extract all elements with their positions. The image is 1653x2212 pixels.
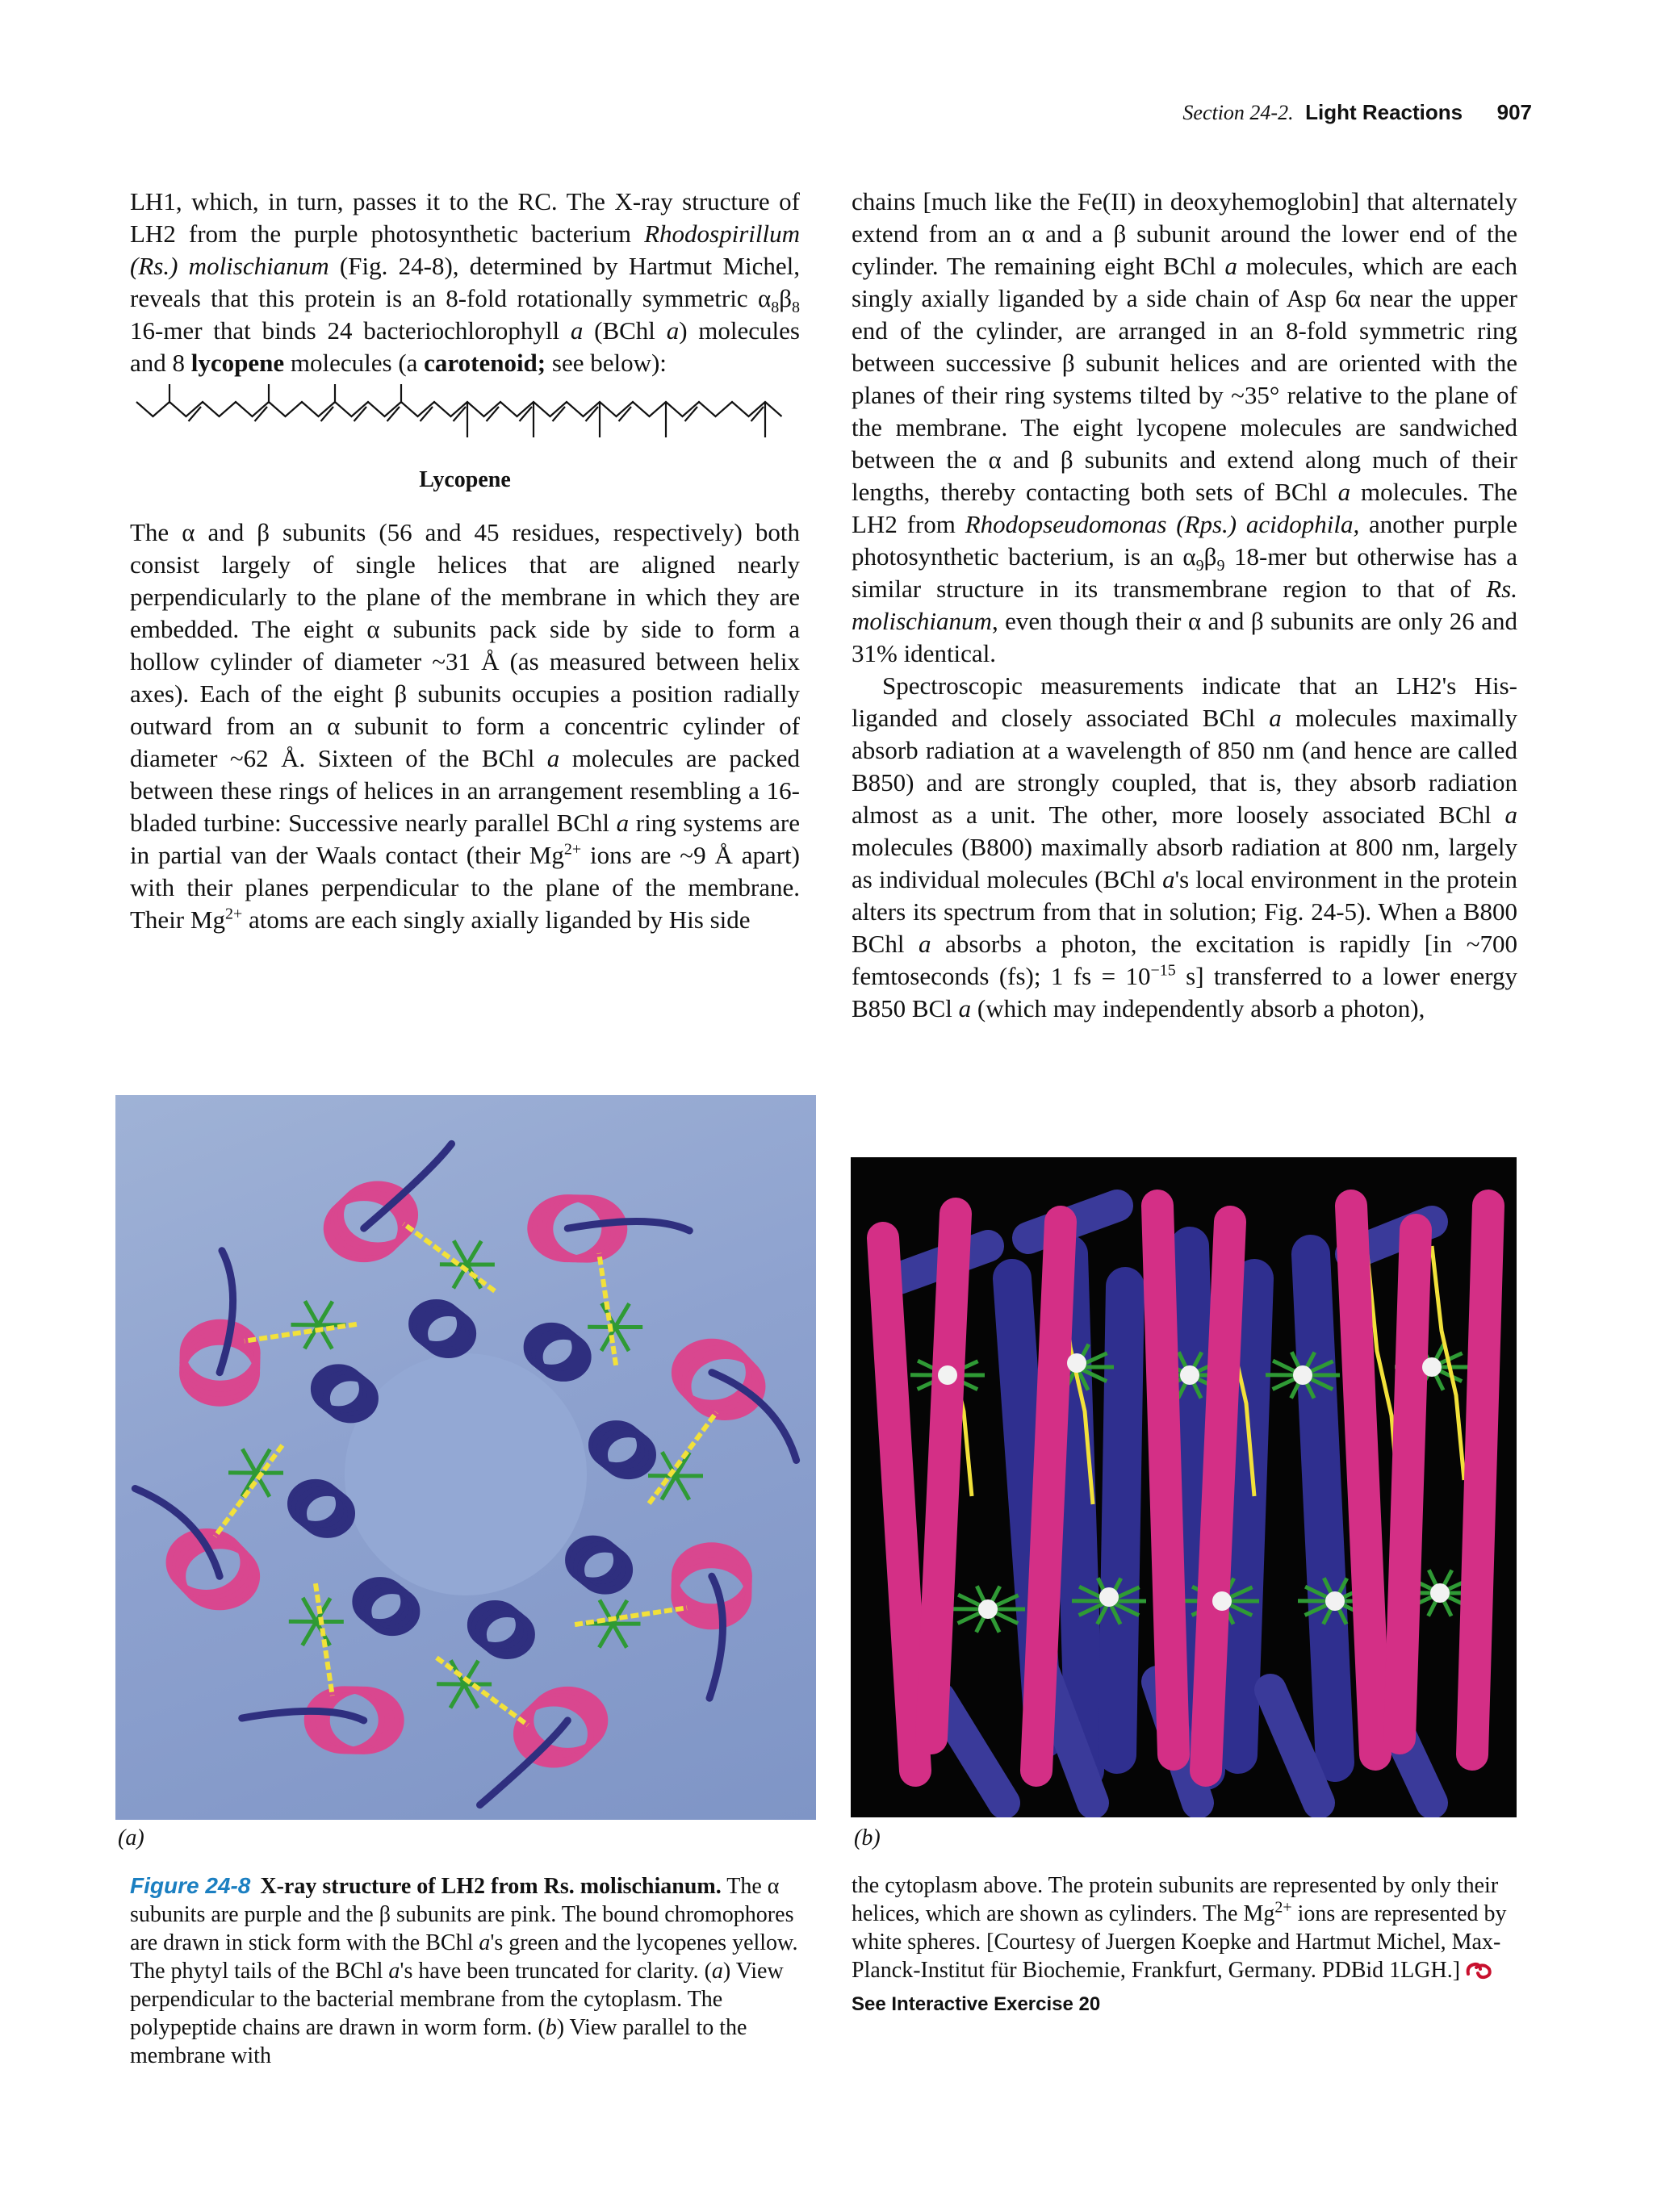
beta-helix-cylinder: [1472, 1206, 1488, 1754]
text-run: see below):: [546, 349, 667, 377]
lh2-top-view-image: [115, 1095, 816, 1820]
left-paragraph-2: [130, 516, 800, 936]
figure-caption-left: [130, 1871, 800, 2070]
beta-helix-cylinder: [931, 1214, 956, 1738]
text-run: b: [545, 2015, 557, 2040]
text-run: a: [919, 930, 931, 958]
text-run: a: [1337, 478, 1351, 506]
text-run: the cytoplasm above. The protein subunits are represented by only their helices, which are shown as cylinders. The Mg: [852, 1873, 1499, 1926]
text-run: a: [1269, 704, 1282, 732]
text-run: molecules (a: [284, 349, 425, 377]
bchl-stick: [676, 1476, 689, 1499]
bchl-stick: [305, 1301, 319, 1325]
see-interactive-link[interactable]: See Interactive Exercise 20: [852, 1993, 1101, 2015]
running-header: [1182, 100, 1532, 125]
text-run: , even though their α and β subunits are only 26 and 31% identical.: [852, 607, 1517, 667]
figure-title: X-ray structure of LH2 from Rs. molischianum.: [260, 1874, 722, 1899]
polypeptide-worm: [709, 1576, 722, 1698]
text-run: LH1, which, in turn, passes it to the RC. The X-ray structure of LH2 from the purple photosynthetic bacterium: [130, 187, 800, 248]
text-run: (BChl: [583, 316, 667, 345]
figure-number: Figure 24-8: [130, 1873, 251, 1898]
text-run: ) View parallel to the membrane with: [130, 2015, 747, 2068]
text-run: molecules (B800) maximally absorb radiation at 800 nm, largely as individual molecules (BChl: [852, 833, 1517, 893]
text-run: −15: [1150, 961, 1176, 980]
text-run: another purple photosynthetic bacterium, is an α: [852, 510, 1517, 571]
text-run: 2+: [224, 905, 243, 923]
right-column: [852, 186, 1517, 1025]
mg-ion-sphere: [1067, 1353, 1086, 1373]
text-run: 2+: [563, 840, 582, 859]
lycopene-stick: [404, 1223, 495, 1290]
text-run: molecules maximally absorb radiation at a wavelength of 850 nm (and hence are called B850) and are strongly coupled, that is, they absorb radiation almost as a unit. The other, more loosely associated BChl: [852, 704, 1517, 829]
text-run: molecules. The LH2 from: [852, 478, 1517, 538]
text-run: 9: [1195, 557, 1204, 575]
text-run: chains [much like the Fe(II) in deoxyhemoglobin] that alternately extend from an α and a β subunit around the lower end of the cylinder. The remaining eight BChl: [852, 187, 1517, 280]
text-run: a: [711, 1959, 723, 1984]
bchl-stick: [450, 1684, 464, 1708]
text-run: a: [570, 316, 584, 345]
bchl-stick: [467, 1241, 481, 1265]
text-run: ring systems are in partial van der Waals contact (their Mg: [130, 809, 800, 869]
mg-ion-sphere: [938, 1365, 957, 1385]
mg-ion-sphere: [1422, 1357, 1442, 1377]
lh2-side-view-image: [851, 1157, 1517, 1817]
text-run: 's green and the lycopenes yellow. The phytyl tails of the BChl: [130, 1930, 798, 1984]
mg-ion-sphere: [1325, 1591, 1345, 1611]
mg-ion-sphere: [1180, 1365, 1199, 1385]
text-run: a: [546, 744, 560, 772]
polypeptide-worm: [242, 1711, 364, 1720]
lycopene-stick: [437, 1658, 528, 1725]
bchl-stick: [303, 1598, 316, 1622]
figure-panel-a: [115, 1095, 816, 1820]
text-run: ions are represented by white spheres. [Courtesy of Juergen Koepke and Hartmut Michel, Max-Planck-Institut für Biochemie, Frankfurt, Germany. PDBid 1LGH.]: [852, 1901, 1507, 1983]
text-run: carotenoid;: [424, 349, 546, 377]
alpha-helix-cylinder: [1270, 1690, 1319, 1803]
polypeptide-worm: [567, 1221, 689, 1230]
alpha-helix-cylinder: [1311, 1254, 1335, 1762]
text-run: atoms are each singly axially liganded by His side: [242, 905, 751, 934]
text-run: a: [1162, 865, 1175, 893]
text-run: ions are ~9 Å apart) with their planes perpendicular to the plane of the membrane. Their Mg: [130, 841, 800, 934]
mg-ion-sphere: [1293, 1365, 1312, 1385]
mg-ion-sphere: [1212, 1591, 1232, 1611]
text-run: (Fig. 24-8), determined by Hartmut Michel, reveals that this protein is an 8-fold rotationally symmetric α: [130, 252, 800, 312]
text-run: molecules are packed between these rings of helices in an arrangement resembling a 16-bladed turbine: Successive nearly parallel BChl: [130, 744, 800, 837]
text-run: 's local environment in the protein alters its spectrum from that in solution; Fig. 24-5). When a B800 BChl: [852, 865, 1517, 958]
bchl-stick: [256, 1449, 270, 1473]
text-run: The α subunits are purple and the β subunits are pink. The bound chromophores are drawn in stick form with the BChl: [130, 1874, 794, 1955]
interactive-link-icon[interactable]: [1465, 1959, 1492, 1989]
text-run: Rhodospirillum (Rs.) molischianum: [130, 220, 800, 280]
alpha-helix-cylinder: [939, 1698, 1004, 1803]
text-run: β: [1203, 542, 1217, 571]
bchl-stick: [599, 1624, 613, 1647]
header-section: Section 24-2.: [1182, 101, 1294, 124]
lycopene-structure: [130, 384, 800, 492]
beta-helix-cylinder: [1400, 1230, 1416, 1738]
text-run: 's have been truncated for clarity. (: [400, 1959, 712, 1984]
figure-caption-right: [852, 1871, 1521, 2018]
text-run: (which may independently absorb a photon),: [971, 994, 1425, 1022]
text-run: 16-mer that binds 24 bacteriochlorophyll: [130, 316, 571, 345]
text-run: s] transferred to a lower energy B850 BCl: [852, 962, 1517, 1022]
text-run: a: [1504, 801, 1517, 829]
text-run: 9: [1216, 557, 1225, 575]
right-paragraph-1: [852, 186, 1517, 670]
text-run: a: [388, 1959, 400, 1984]
mg-ion-sphere: [1430, 1583, 1450, 1603]
text-run: a: [1224, 252, 1237, 280]
text-run: Rs. molischianum: [852, 575, 1517, 635]
figure-panel-b: [851, 1157, 1517, 1817]
text-run: 8: [792, 299, 800, 317]
text-run: a: [958, 994, 972, 1022]
caption-right-text: [852, 1873, 1507, 1983]
text-run: molecules, which are each singly axially liganded by a side chain of Asp 6α near the upper end of the cylinder, are arranged in an 8-fold symmetric ring between successive β subunit helices and are oriented with the planes of their ring systems tilted by ~35° relative to the plane of the membrane. The eight lycopene molecules are sandwiched between the α and β subunits and extend along much of their lengths, thereby contacting both sets of BChl: [852, 252, 1517, 506]
lycopene-skeletal-formula: [130, 384, 800, 465]
text-run: lycopene: [190, 349, 285, 377]
mg-ion-sphere: [1099, 1587, 1119, 1607]
bchl-stick: [615, 1327, 629, 1350]
bchl-stick: [303, 1622, 316, 1645]
text-run: 8: [771, 299, 780, 317]
text-run: absorbs a photon, the excitation is rapidly [in ~700 femtoseconds (fs); 1 fs = 10: [852, 930, 1517, 990]
alpha-helix-cylinder: [1117, 1286, 1125, 1754]
page-number: 907: [1496, 100, 1532, 124]
beta-helix-cylinder: [883, 1238, 915, 1771]
beta-helix-cylinder: [1157, 1206, 1174, 1754]
mg-ion-sphere: [978, 1599, 998, 1619]
text-run: ) molecules and 8: [130, 316, 800, 377]
central-cavity: [345, 1353, 587, 1595]
text-run: β: [779, 284, 792, 312]
text-run: 2+: [1274, 1898, 1292, 1917]
caption-left-text: [130, 1874, 797, 2068]
text-run: a: [616, 809, 630, 837]
header-title: Light Reactions: [1305, 100, 1463, 124]
bchl-stick: [613, 1624, 627, 1647]
text-run: Spectroscopic measurements indicate that an LH2's His-liganded and closely associated BChl: [852, 671, 1517, 732]
text-run: ) View perpendicular to the bacterial membrane from the cytoplasm. The polypeptide chains are drawn in worm form. (: [130, 1959, 784, 2040]
left-paragraph-1: [130, 186, 800, 379]
text-run: a: [479, 1930, 491, 1955]
bchl-stick: [318, 1302, 332, 1325]
figure-label-a: (a): [118, 1825, 144, 1850]
polypeptide-worm: [220, 1251, 232, 1373]
right-paragraph-2: [852, 670, 1517, 1025]
text-run: Rhodopseudomonas (Rps.) acidophila,: [965, 510, 1360, 538]
bchl-stick: [615, 1303, 629, 1327]
left-column: [130, 186, 800, 936]
text-run: 18-mer but otherwise has a similar structure in its transmembrane region to that of: [852, 542, 1518, 603]
bchl-stick: [242, 1449, 256, 1473]
text-run: The α and β subunits (56 and 45 residues, respectively) both consist largely of single helices that are aligned nearly perpendicularly to the plane of the membrane in which they are embedded. The eight α subunits pack side by side to form a hollow cylinder of diameter ~31 Å (as measured between helix axes). Each of the eight β subunits occupies a position radially outward from an α subunit to form a concentric cylinder of diameter ~62 Å. Sixteen of the BChl: [130, 518, 800, 772]
text-run: a: [666, 316, 680, 345]
lycopene-label: Lycopene: [419, 467, 511, 492]
figure-label-b: (b): [854, 1825, 881, 1850]
